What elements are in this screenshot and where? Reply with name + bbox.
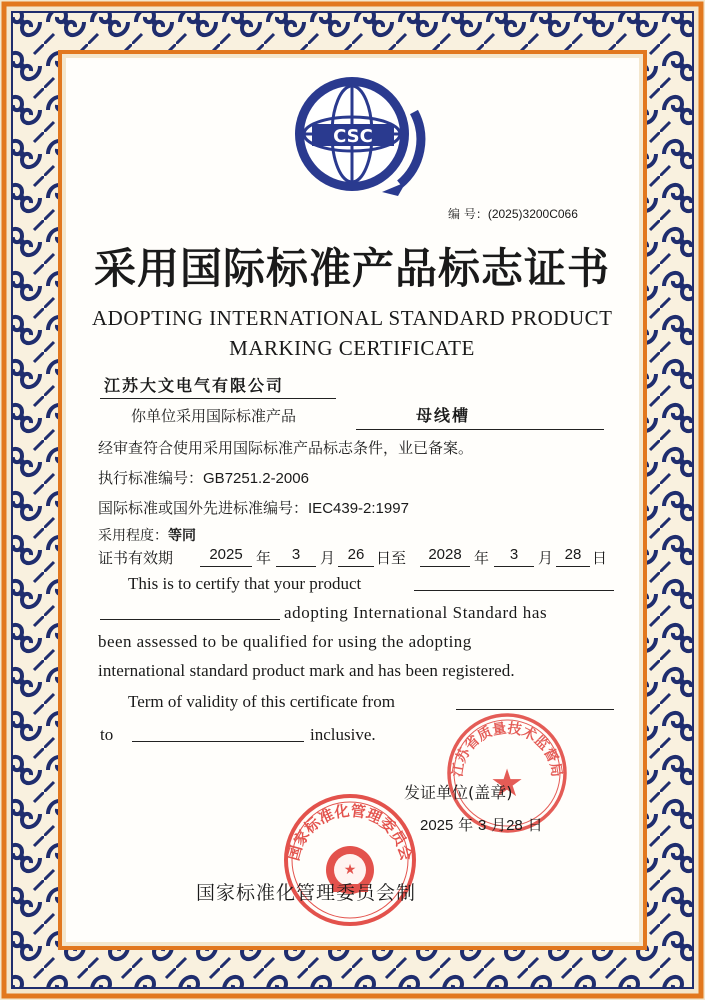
en-line1-blank <box>414 590 614 591</box>
company-underline <box>100 398 336 399</box>
degree-label: 采用程度： <box>98 528 168 544</box>
intl-standard-label: 国际标准或国外先进标准编号： <box>98 499 309 517</box>
en-line2-blank <box>100 619 280 620</box>
en-to-blank <box>132 741 304 742</box>
footer-issuer: 国家标准化管理委员会制 <box>196 882 417 904</box>
from-year: 2025 <box>209 546 243 563</box>
logo-letters: CSC <box>333 126 373 147</box>
csc-globe-logo-icon <box>286 72 434 202</box>
standard-label: 执行标准编号： <box>98 469 204 487</box>
month-char-1: 月 <box>320 549 336 567</box>
review-text: 经审查符合使用采用国际标准产品标志条件，业已备案。 <box>98 439 474 457</box>
issuer-label: 发证单位(盖章) <box>404 783 513 802</box>
en-line5: Term of validity of this certificate from <box>128 692 395 711</box>
from-day-underline <box>338 566 374 567</box>
issuer-year: 2025 <box>420 817 454 834</box>
intl-standard-value: IEC439-2:1997 <box>308 500 409 517</box>
cert-number-value: (2025)3200C066 <box>487 207 578 221</box>
to-year-underline <box>420 566 470 567</box>
company-name: 江苏大文电气有限公司 <box>104 376 285 395</box>
to-month-underline <box>494 566 534 567</box>
en-line1: This is to certify that your product <box>128 574 362 593</box>
title-english-line2: MARKING CERTIFICATE <box>229 336 475 360</box>
national-seal <box>280 790 420 930</box>
title-english-line1: ADOPTING INTERNATIONAL STANDARD PRODUCT <box>92 306 613 330</box>
degree-value: 等同 <box>168 528 196 544</box>
validity-label: 证书有效期 <box>98 549 174 567</box>
to-day-underline <box>556 566 590 567</box>
standard-row <box>98 467 309 488</box>
day-char: 日 <box>592 549 608 567</box>
star-icon: ★ <box>489 761 525 805</box>
from-month: 3 <box>291 546 301 563</box>
national-seal-text: 国家标准化管理委员会 <box>284 801 416 863</box>
year-char-2: 年 <box>474 549 490 567</box>
cert-number <box>448 205 578 222</box>
cert-number-label: 编 号： <box>448 207 488 221</box>
en-inclusive: inclusive. <box>310 725 376 744</box>
issuer-month: 3 <box>477 817 487 834</box>
issuer-date <box>420 814 543 835</box>
en-line4: international standard product mark and has been registered. <box>98 661 515 680</box>
svg-text:★: ★ <box>343 862 357 878</box>
to-month: 3 <box>509 546 519 563</box>
en-line2: adopting International Standard has <box>284 603 548 622</box>
to-day: 28 <box>564 546 582 563</box>
degree-row <box>98 525 196 545</box>
until-text: 日至 <box>376 549 407 567</box>
issuer-day-char: 日 <box>527 816 543 834</box>
issuer-month-char: 月 <box>491 816 507 834</box>
product-name: 母线槽 <box>416 406 471 425</box>
product-underline <box>356 429 604 430</box>
title-chinese: 采用国际标准产品标志证书 <box>93 244 610 293</box>
from-year-underline <box>200 566 252 567</box>
issuer-day: 28 <box>506 817 523 834</box>
year-char-1: 年 <box>256 549 272 567</box>
standard-value: GB7251.2-2006 <box>203 470 309 487</box>
product-prefix: 你单位采用国际标准产品 <box>131 407 297 425</box>
to-year: 2028 <box>428 546 462 563</box>
provincial-seal-text: 江苏省质量技术监督局 <box>449 720 565 779</box>
from-day: 26 <box>347 546 365 563</box>
issuer-year-char: 年 <box>458 816 474 834</box>
from-month-underline <box>276 566 316 567</box>
month-char-2: 月 <box>538 549 554 567</box>
en-line3: been assessed to be qualified for using the adopting <box>98 632 472 651</box>
en-to: to <box>100 725 114 744</box>
intl-standard-row <box>98 497 409 518</box>
